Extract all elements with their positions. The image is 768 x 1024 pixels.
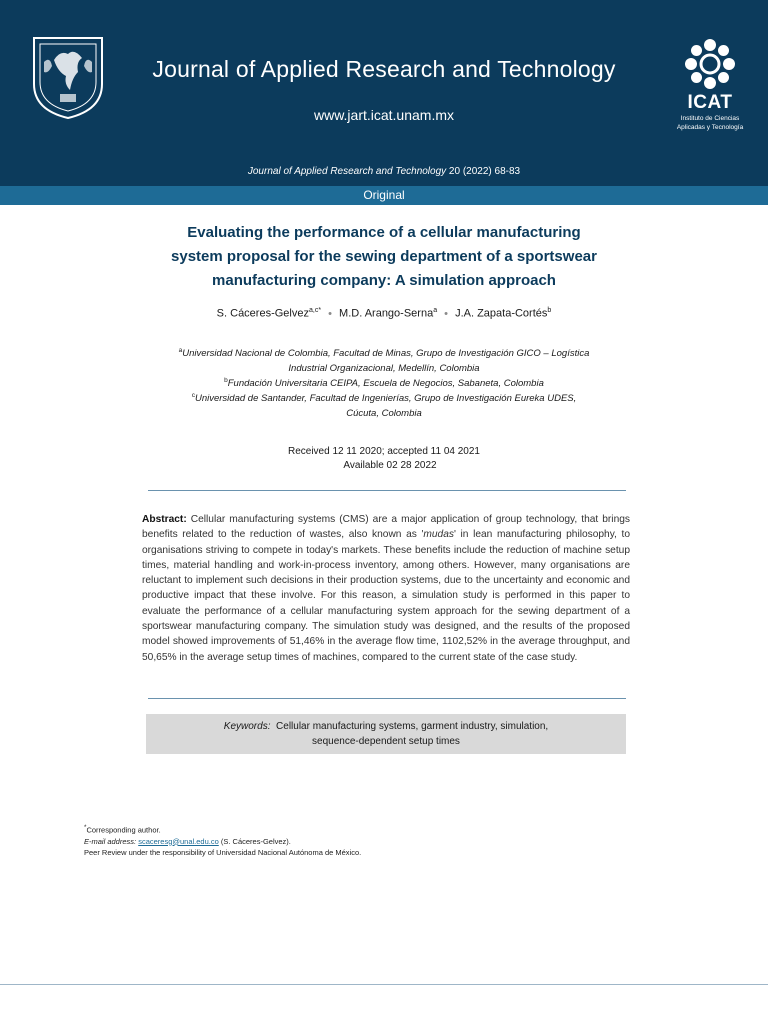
journal-title: Journal of Applied Research and Technology <box>152 56 616 82</box>
author-list <box>0 307 768 320</box>
author-affil-sup: a <box>433 307 438 314</box>
author-affil-sup: b <box>547 307 552 314</box>
divider-bottom <box>148 698 626 699</box>
author-separator: • <box>444 307 449 320</box>
author-separator: • <box>328 307 332 320</box>
abstract-text: ' in lean manufacturing philosophy, to organisations striving to compete in today's markets. These benefits include the reduction of machine setup times, material handling and work-in-process inventory, among others. However, many organisations are reluctant to implement such decisions in their production systems, due to the uncertainty and economic and productive impact that these involve. For this reason, a simulation study is performed in this paper to evaluate the performance of a cellular manufacturing system approach for the sewing department of a sportswear manufacturing company. The simulation study was designed, and the results of the proposed model showed improvements of 51,46% in the average flow time, 1102,52% in the average throughput, and 50,65% in the average setup times of machines, compared to the current state of the case study. <box>142 529 630 663</box>
peer-review-note: Peer Review under the responsibility of Universidad Nacional Autónoma de México. <box>84 847 362 857</box>
journal-url[interactable]: www.jart.icat.unam.mx <box>313 107 455 123</box>
author-name: M.D. Arango-Serna <box>339 307 434 320</box>
article-type: Original <box>363 188 405 202</box>
paper-title-line: Evaluating the performance of a cellular manufacturing <box>187 224 581 241</box>
icat-subtitle-2: Aplicadas y Tecnología <box>676 124 744 131</box>
affil-text: Cúcuta, Colombia <box>346 408 422 420</box>
email-label: E-mail address: <box>84 836 137 846</box>
keywords-box <box>146 714 626 754</box>
abstract-label: Abstract: <box>142 514 187 525</box>
keywords-label: Keywords: <box>223 721 271 732</box>
affil-text: Fundación Universitaria CEIPA, Escuela de Negocios, Sabaneta, Colombia <box>227 378 544 390</box>
abstract-italic-term: mudas <box>423 529 454 541</box>
author-affil-sup: a,c* <box>308 307 322 314</box>
paper-title-line: system proposal for the sewing department of a sportswear <box>171 248 597 265</box>
abstract <box>142 512 630 665</box>
divider-top <box>148 490 626 491</box>
affil-text: Universidad de Santander, Facultad de Ingenierías, Grupo de Investigación Eureka UDES, <box>194 393 577 405</box>
keywords-text: sequence-dependent setup times <box>312 736 460 747</box>
affil-sup: c <box>191 392 195 399</box>
affiliation-c <box>150 388 618 421</box>
email-owner: (S. Cáceres-Gelvez). <box>218 836 291 846</box>
author-name: J.A. Zapata-Cortés <box>455 307 548 320</box>
citation-volume: 20 (2022) 68-83 <box>446 166 521 177</box>
footer-divider <box>0 984 768 985</box>
citation-line <box>0 166 768 177</box>
article-type-bar <box>0 186 768 205</box>
corresponding-note: Corresponding author. <box>86 825 161 835</box>
received-accepted-date: Received 12 11 2020; accepted 11 04 2021 <box>287 446 480 457</box>
paper-title <box>110 221 658 293</box>
icat-emblem-icon <box>684 38 736 90</box>
affil-text: Universidad Nacional de Colombia, Facultad de Minas, Grupo de Investigación GICO – Logística <box>182 348 590 360</box>
article-dates <box>0 445 768 473</box>
citation-journal: Journal of Applied Research and Technology <box>247 166 447 177</box>
icat-name: ICAT <box>687 92 733 113</box>
affil-sup: a <box>178 347 183 354</box>
icat-subtitle-1: Instituto de Ciencias <box>680 115 740 122</box>
available-date: Available 02 28 2022 <box>343 460 437 471</box>
author-name: S. Cáceres-Gelvez <box>216 307 309 320</box>
footnotes <box>84 822 684 858</box>
paper-title-line: manufacturing company: A simulation approach <box>212 272 556 289</box>
keywords-text: Cellular manufacturing systems, garment industry, simulation, <box>276 721 549 732</box>
abstract-text: Cellular manufacturing systems (CMS) are a major application of group technology, that brings benefits related to the reduction of wastes, also known as ' <box>142 514 630 541</box>
journal-header <box>0 0 768 186</box>
email-link[interactable]: scaceresg@unal.edu.co <box>138 836 219 846</box>
affiliation-a <box>150 343 618 376</box>
footnote-sup: * <box>84 824 87 831</box>
affil-text: Industrial Organizacional, Medellín, Colombia <box>288 363 480 375</box>
affil-sup: b <box>224 377 228 384</box>
icat-logo <box>670 38 750 148</box>
